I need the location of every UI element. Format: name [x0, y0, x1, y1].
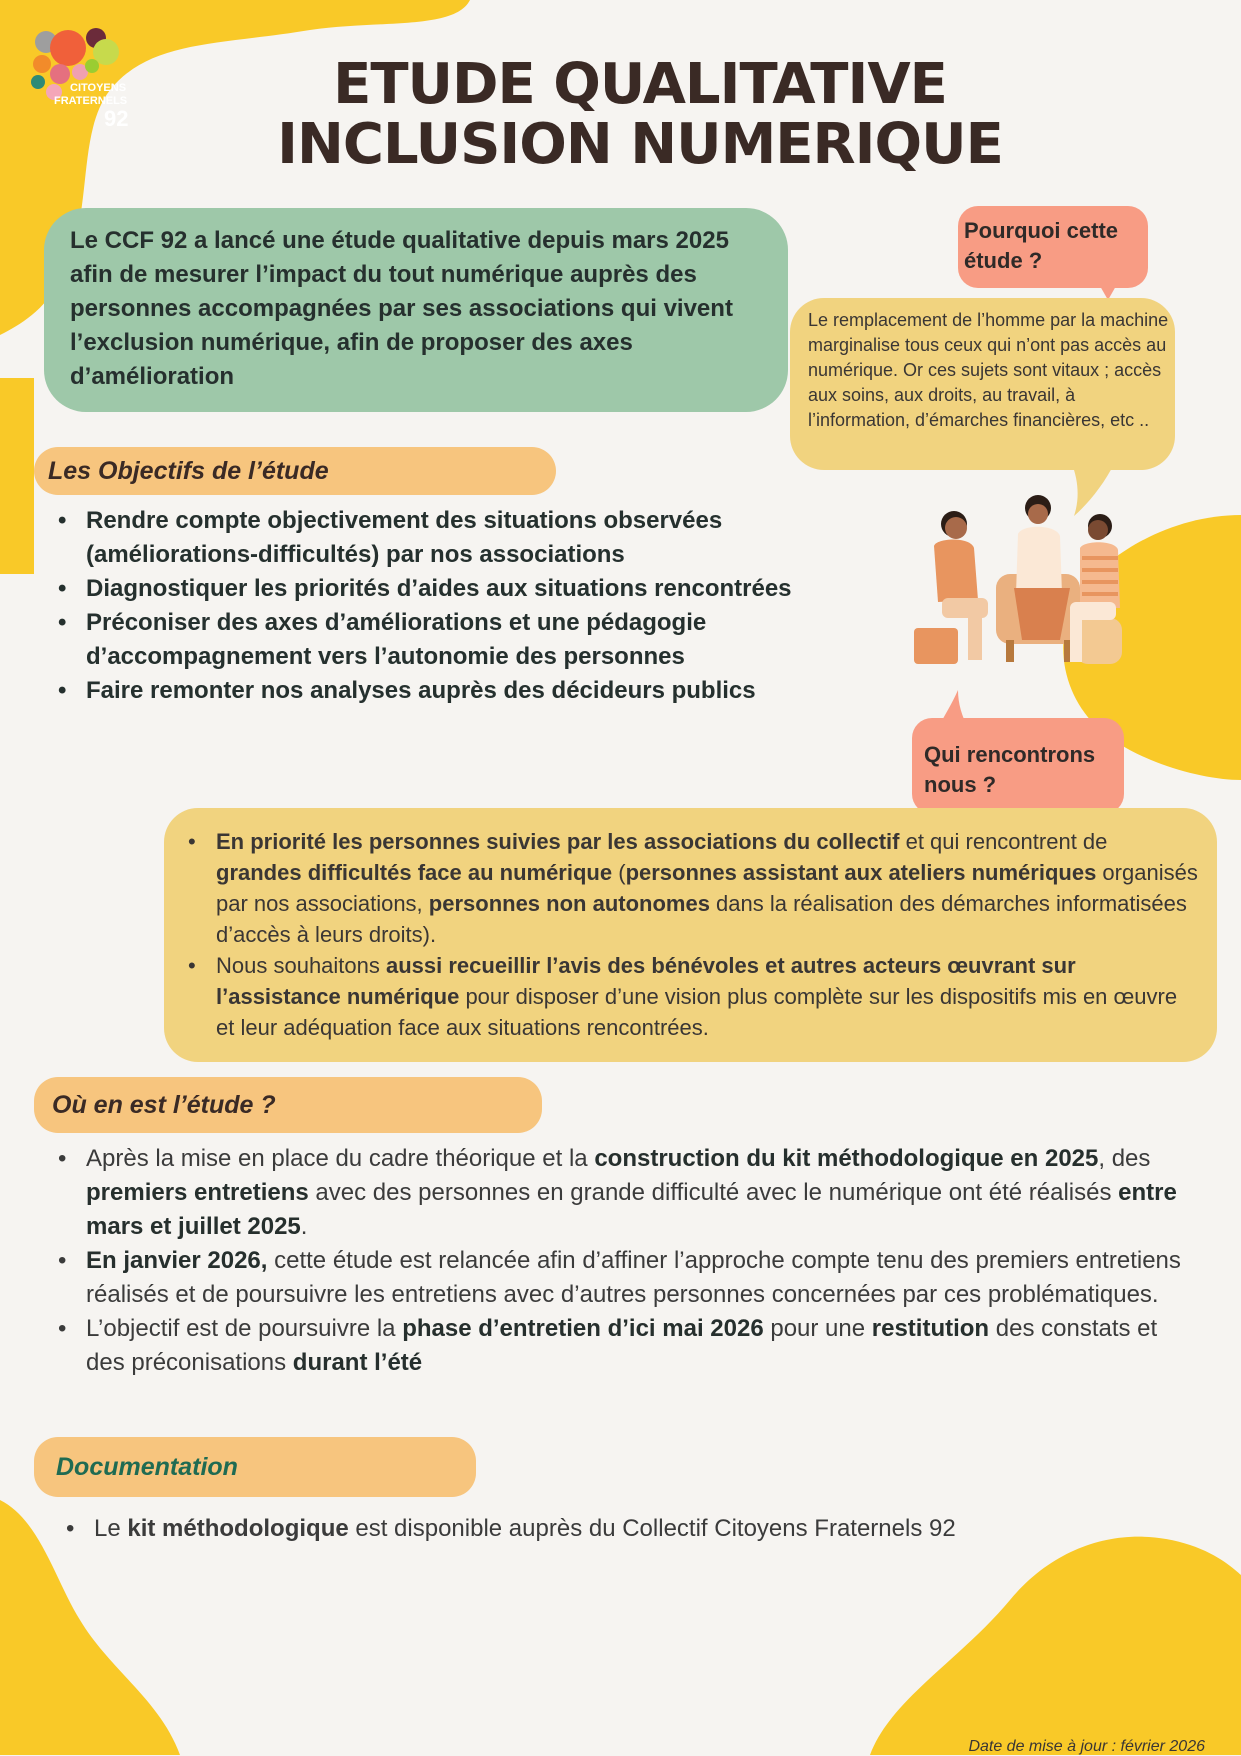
list-item: • Faire remonter nos analyses auprès des décideurs publics	[38, 674, 838, 708]
why-bubble	[958, 206, 1148, 288]
list-item: • Préconiser des axes d’améliorations et une pédagogie d’accompagnement vers l’autonomie des personnes	[38, 606, 838, 674]
why-label: Pourquoi cette étude ?	[964, 218, 1119, 273]
documentation-list	[46, 1512, 1196, 1546]
list-item: • Diagnostiquer les priorités d’aides aux situations rencontrées	[38, 572, 838, 606]
objectives-heading	[34, 447, 556, 495]
update-date: Date de mise à jour : février 2026	[968, 1738, 1205, 1755]
logo-line3: 92	[104, 106, 129, 131]
page-title-line1: ETUDE QUALITATIVE	[333, 52, 947, 117]
list-item: • En priorité les personnes suivies par les associations du collectif et qui rencontrent de grandes difficultés face au numérique (personnes assistant aux ateliers numériques organisés par nos associations, personnes non autonomes dans la réalisation des démarches informatisées d’accès à leurs droits).	[168, 826, 1198, 950]
page-title-line2: INCLUSION NUMERIQUE	[277, 112, 1003, 177]
list-item: • Rendre compte objectivement des situations observées (améliorations-difficultés) par nos associations	[38, 504, 838, 572]
list-item: • Le kit méthodologique est disponible auprès du Collectif Citoyens Fraternels 92	[46, 1512, 1196, 1546]
why-text: Le remplacement de l’homme par la machine marginalise tous ceux qui n’ont pas accès au numérique. Or ces sujets sont vitaux ; accès aux soins, aux droits, au travail, à l’information, d’émarches financières, etc ..	[808, 310, 1169, 430]
documentation-heading-text: Documentation	[56, 1452, 238, 1481]
status-list	[38, 1142, 1188, 1380]
list-item: • En janvier 2026, cette étude est relancée afin d’affiner l’approche compte tenu des premiers entretiens réalisés et de poursuivre les entretiens avec d’autres personnes concernées par ces problématiques.	[38, 1244, 1188, 1312]
who-bubble	[912, 718, 1124, 814]
people-conversation-illustration	[910, 490, 1140, 680]
why-text-bubble	[790, 298, 1175, 470]
status-heading	[34, 1077, 542, 1133]
logo-line2: FRATERNELS	[54, 95, 128, 107]
list-item: • Nous souhaitons aussi recueillir l’avis des bénévoles et autres acteurs œuvrant sur l’assistance numérique pour disposer d’une vision plus complète sur les dispositifs mis en œuvre et leur adéquation face aux situations rencontrées.	[168, 950, 1198, 1043]
logo-line1: CITOYENS	[70, 82, 127, 94]
who-label: Qui rencontrons nous ?	[924, 742, 1096, 797]
status-heading-text: Où en est l’étude ?	[52, 1090, 276, 1119]
intro-box: Le CCF 92 a lancé une étude qualitative depuis mars 2025 afin de mesurer l’impact du tout numérique auprès des personnes accompagnées par ses associations qui vivent l’exclusion numérique, afin de proposer des axes d’amélioration	[44, 208, 788, 412]
objectives-heading-text: Les Objectifs de l’étude	[48, 456, 329, 485]
who-list	[168, 826, 1198, 1043]
list-item: • L’objectif est de poursuivre la phase d’entretien d’ici mai 2026 pour une restitution des constats et des préconisations durant l’été	[38, 1312, 1188, 1380]
left-yellow-strip	[0, 378, 34, 574]
documentation-heading	[34, 1437, 476, 1497]
list-item: • Après la mise en place du cadre théorique et la construction du kit méthodologique en 2025, des premiers entretiens avec des personnes en grande difficulté avec le numérique ont été réalisés entre mars et juillet 2025.	[38, 1142, 1188, 1244]
objectives-list	[38, 504, 838, 708]
bottom-right-yellow-blob	[870, 1537, 1241, 1755]
